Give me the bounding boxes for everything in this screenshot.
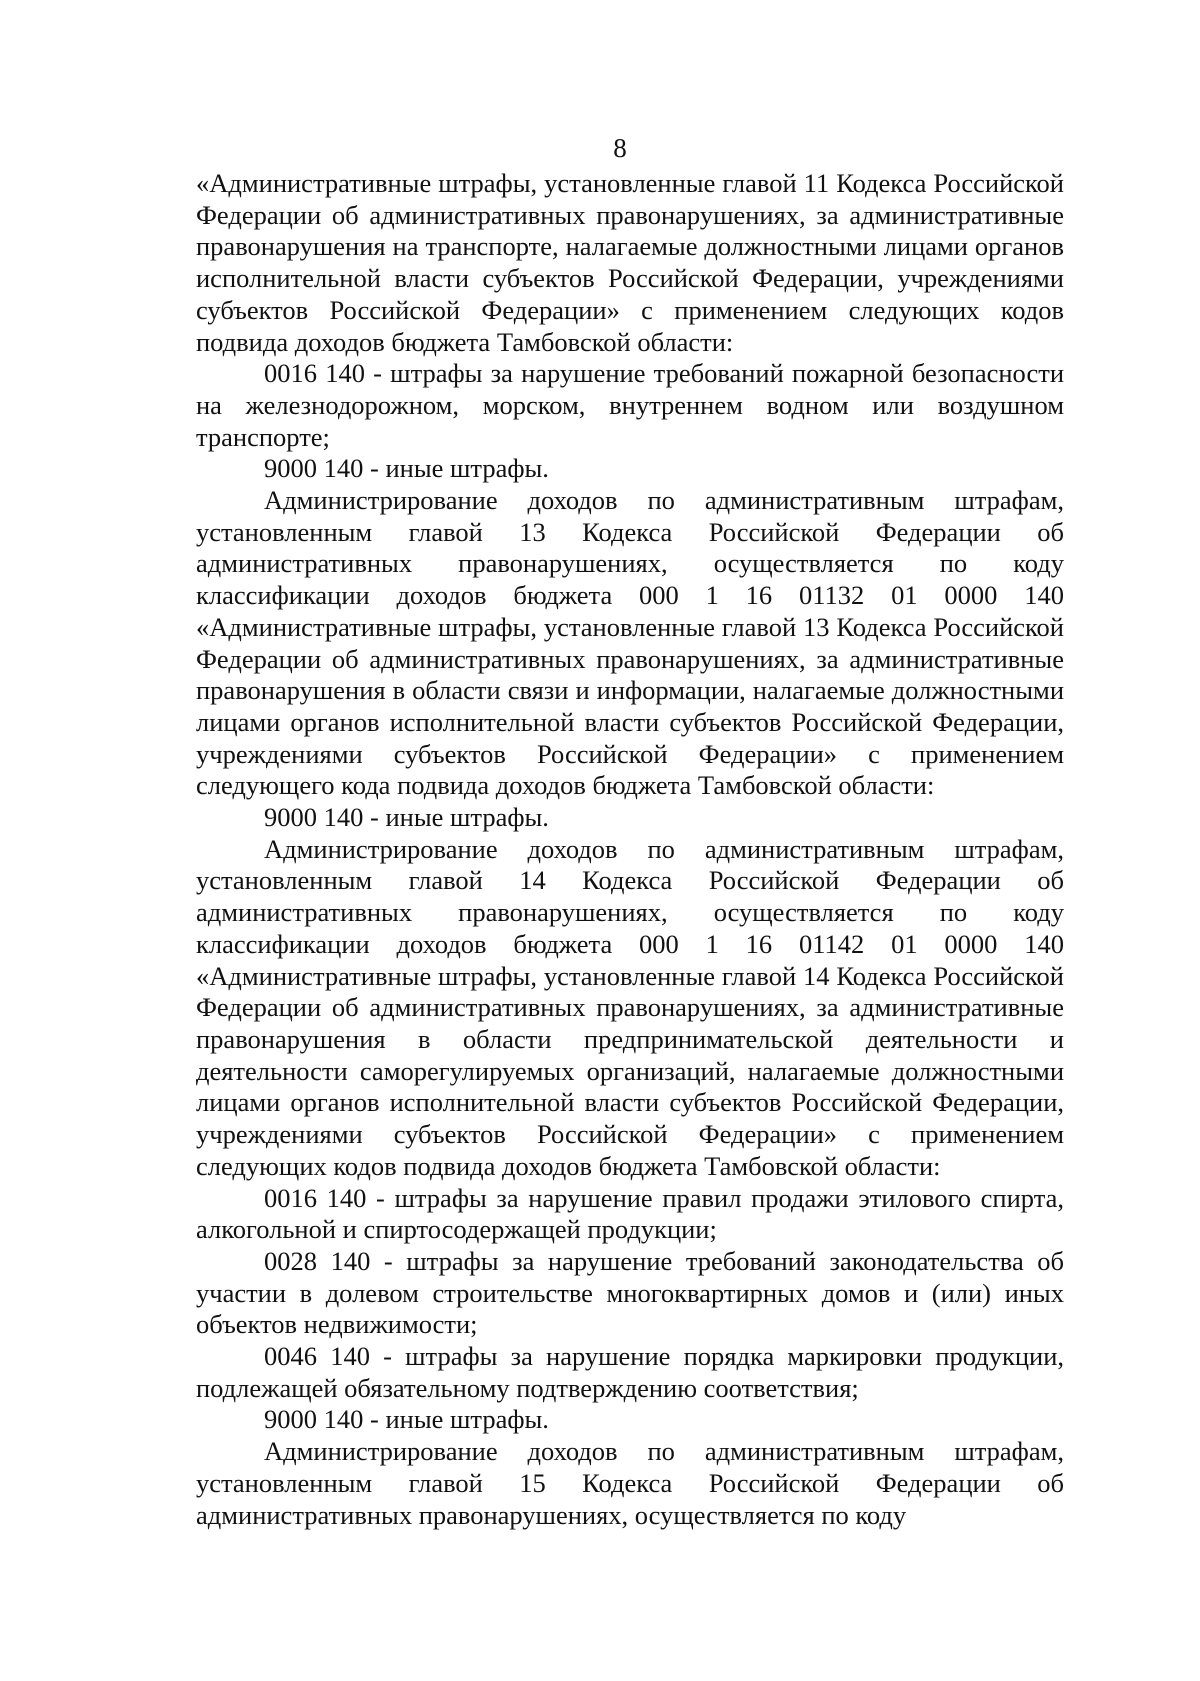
paragraph-chapter-11-title: «Административные штрафы, установленные главой 11 Кодекса Российской Федерации об административных правонарушениях, за административные правонарушения на транспорте, налагаемые должностными лицами органов исполнительной власти субъектов Российской Федерации, учреждениями субъектов Российской Федерации» с применением следующих кодов подвида доходов бюджета Тамбовской области: [196, 168, 1064, 357]
paragraph-chapter-15-administration: Администрирование доходов по административным штрафам, установленным главой 15 Кодекса Российской Федерации об административных правонарушениях, осуществляется по коду [196, 1436, 1064, 1530]
paragraph-code-0028-construction: 0028 140 - штрафы за нарушение требований законодательства об участии в долевом строительстве многоквартирных домов и (или) иных объектов недвижимости; [196, 1245, 1064, 1340]
paragraph-code-0016-alcohol: 0016 140 - штрафы за нарушение правил продажи этилового спирта, алкогольной и спиртосодержащей продукции; [196, 1182, 1064, 1245]
paragraph-code-0016-fire-safety: 0016 140 - штрафы за нарушение требований пожарной безопасности на железнодорожном, морском, внутреннем водном или воздушном транспорте; [196, 358, 1064, 452]
document-body [196, 168, 1064, 1531]
paragraph-code-0046-labeling: 0046 140 - штрафы за нарушение порядка маркировки продукции, подлежащей обязательному подтверждению соответствия; [196, 1341, 1064, 1403]
paragraph-code-9000-other: 9000 140 - иные штрафы. [264, 453, 549, 484]
paragraph-chapter-14-administration: Администрирование доходов по административным штрафам, установленным главой 14 Кодекса Российской Федерации об административных правонарушениях, осуществляется по коду классификации доходов бюджета 000 1 16 01142 01 0000 140 «Административные штрафы, установленные главой 14 Кодекса Российской Федерации об административных правонарушениях, за административные правонарушения в области предпринимательской деятельности и деятельности саморегулируемых организаций, налагаемые должностными лицами органов исполнительной власти субъектов Российской Федерации, учреждениями субъектов Российской Федерации» с применением следующих кодов подвида доходов бюджета Тамбовской области: [196, 833, 1064, 1181]
paragraph-code-9000-other: 9000 140 - иные штрафы. [264, 802, 549, 833]
page-number: 8 [613, 133, 627, 163]
paragraph-code-9000-other: 9000 140 - иные штрафы. [264, 1404, 549, 1435]
paragraph-chapter-13-administration: Администрирование доходов по административным штрафам, установленным главой 13 Кодекса Российской Федерации об административных правонарушениях, осуществляется по коду классификации доходов бюджета 000 1 16 01132 01 0000 140 «Административные штрафы, установленные главой 13 Кодекса Российской Федерации об административных правонарушениях, за административные правонарушения в области связи и информации, налагаемые должностными лицами органов исполнительной власти субъектов Российской Федерации, учреждениями субъектов Российской Федерации» с применением следующего кода подвида доходов бюджета Тамбовской области: [196, 485, 1064, 801]
